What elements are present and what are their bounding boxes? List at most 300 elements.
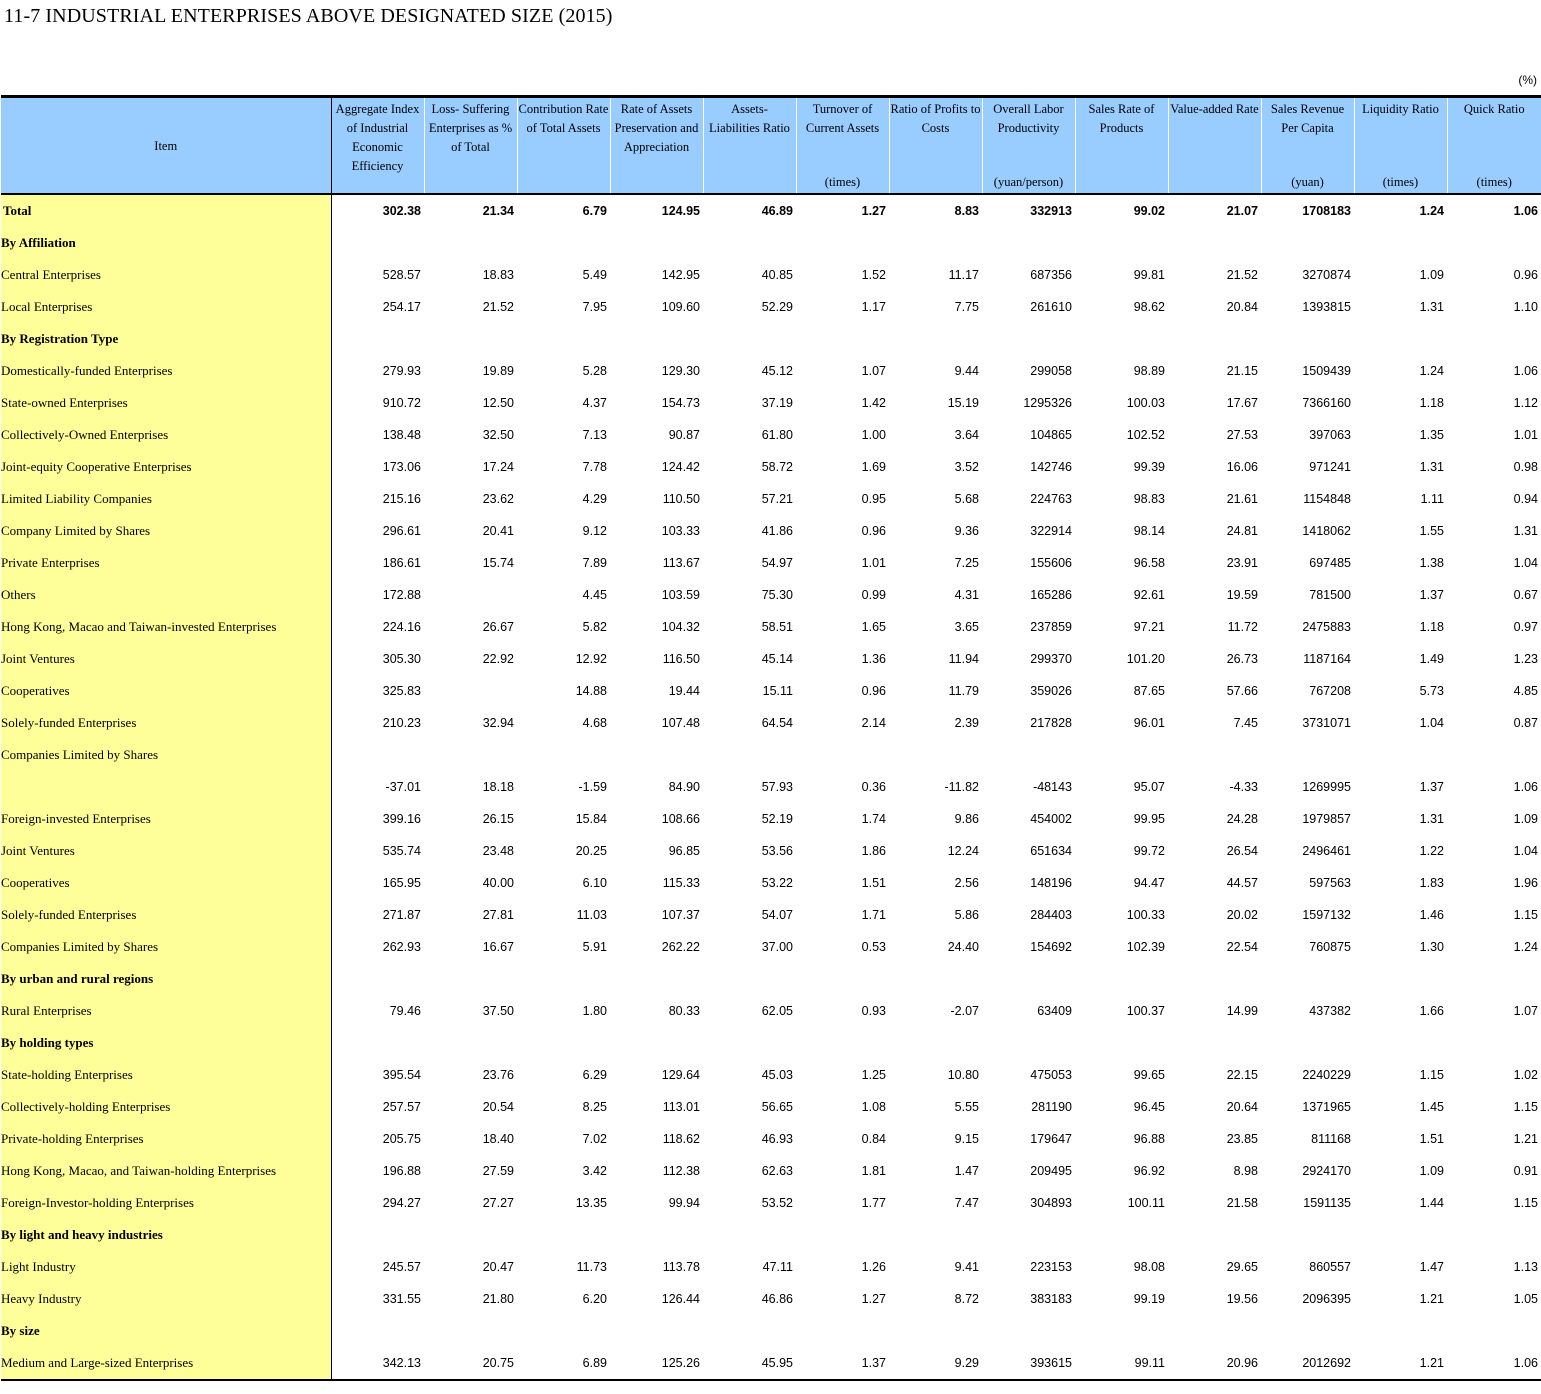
table-cell: 99.02 [1133, 204, 1165, 218]
table-cell: 331.55 [382, 1292, 421, 1306]
table-cell [424, 323, 517, 355]
table-cell: 9.86 [954, 812, 979, 826]
table-row [1, 1187, 1541, 1219]
table-cell [610, 323, 703, 355]
table-cell: 2496461 [1302, 844, 1351, 858]
row-label: Cooperatives [1, 867, 331, 899]
table-cell: 1.37 [796, 1347, 889, 1380]
table-cell: -11.82 [944, 780, 979, 794]
table-cell [1168, 1315, 1261, 1347]
category-row [1, 227, 1541, 259]
table-cell [796, 323, 889, 355]
table-cell: 224763 [1030, 492, 1072, 506]
table-cell: 26.15 [482, 812, 514, 826]
table-cell: 9.36 [954, 524, 979, 538]
table-cell: 99.72 [1133, 844, 1165, 858]
table-cell [1447, 323, 1541, 355]
column-header-label: Quick Ratio [1463, 102, 1525, 116]
table-cell [1168, 963, 1261, 995]
column-header [1261, 97, 1354, 195]
table-cell: 45.03 [761, 1068, 793, 1082]
table-cell: 98.08 [1133, 1260, 1165, 1274]
table-cell: 57.66 [1226, 684, 1258, 698]
table-cell: 6.79 [582, 204, 607, 218]
table-cell: 11.73 [576, 1260, 607, 1274]
table-cell: 6.29 [582, 1068, 607, 1082]
table-cell: 97.21 [1133, 620, 1165, 634]
table-cell: 1.09 [1419, 268, 1444, 282]
table-row [1, 1123, 1541, 1155]
table-cell: 7.02 [582, 1132, 607, 1146]
table-cell [517, 1219, 610, 1251]
table-cell: 107.37 [661, 908, 700, 922]
table-cell: 20.25 [575, 844, 607, 858]
table-cell: 0.99 [861, 588, 886, 602]
table-row [1, 579, 1541, 611]
table-cell: 27.53 [1226, 428, 1258, 442]
column-header [1168, 97, 1261, 195]
table-cell [1354, 963, 1447, 995]
table-cell: 1.65 [861, 620, 886, 634]
table-cell: 103.59 [661, 588, 700, 602]
table-cell [331, 963, 424, 995]
table-cell: 96.92 [1133, 1164, 1165, 1178]
category-row [1, 1315, 1541, 1347]
table-cell: 1.37 [1419, 588, 1444, 602]
table-cell: 22.15 [1226, 1068, 1258, 1082]
table-cell: 1.07 [1513, 1004, 1538, 1018]
table-cell: 17.67 [1226, 396, 1258, 410]
table-cell: 1.45 [1419, 1100, 1444, 1114]
table-cell: 109.60 [661, 300, 700, 314]
table-cell: 1.46 [1419, 908, 1444, 922]
table-cell: 5.28 [582, 364, 607, 378]
table-cell: 57.93 [761, 780, 793, 794]
table-cell: 0.96 [1513, 268, 1538, 282]
table-cell: 1.35 [1419, 428, 1444, 442]
table-cell: 23.76 [482, 1068, 514, 1082]
table-cell: 1.69 [861, 460, 886, 474]
table-cell: 2475883 [1302, 620, 1351, 634]
table-cell: 102.52 [1126, 428, 1165, 442]
table-row [1, 1091, 1541, 1123]
table-cell: 165286 [1030, 588, 1072, 602]
table-cell: 0.87 [1513, 716, 1538, 730]
table-cell: 1.44 [1419, 1196, 1444, 1210]
column-header [1354, 97, 1447, 195]
table-row [1, 419, 1541, 451]
table-cell: 64.54 [761, 716, 793, 730]
column-header [331, 97, 424, 195]
table-cell [1354, 739, 1447, 771]
table-cell: 254.17 [382, 300, 421, 314]
column-header [517, 97, 610, 195]
table-cell: 124.95 [661, 204, 700, 218]
table-cell: 20.54 [482, 1100, 514, 1114]
table-cell: 21.07 [1226, 204, 1258, 218]
table-cell: 1.26 [861, 1260, 886, 1274]
table-cell: 9.12 [582, 524, 607, 538]
column-header [1447, 97, 1541, 195]
table-cell: 1371965 [1302, 1100, 1351, 1114]
table-cell: 1.23 [1513, 652, 1538, 666]
table-cell: 262.22 [661, 940, 700, 954]
table-cell: 20.41 [482, 524, 514, 538]
table-cell: 1.31 [1419, 460, 1444, 474]
row-label: Local Enterprises [1, 291, 331, 323]
table-cell: 1.21 [1354, 1347, 1447, 1380]
row-label: Heavy Industry [1, 1283, 331, 1315]
table-cell [1354, 323, 1447, 355]
table-cell: 2012692 [1261, 1347, 1354, 1380]
column-header-unit: (yuan/person) [993, 175, 1064, 189]
table-cell: 3.42 [582, 1164, 607, 1178]
table-cell: 1.11 [1420, 492, 1444, 506]
total-row [1, 194, 1541, 227]
table-row [1, 803, 1541, 835]
table-cell: 224.16 [382, 620, 421, 634]
table-cell: 910.72 [382, 396, 421, 410]
table-cell: 96.58 [1133, 556, 1165, 570]
table-cell: 1.15 [1513, 908, 1538, 922]
table-cell [889, 1219, 982, 1251]
row-label: Companies Limited by Shares [1, 931, 331, 963]
table-cell: 46.93 [761, 1132, 793, 1146]
table-row [1, 899, 1541, 931]
table-cell: 6.20 [582, 1292, 607, 1306]
table-cell: 27.27 [482, 1196, 514, 1210]
table-cell [1447, 1219, 1541, 1251]
table-cell: 1.18 [1419, 620, 1444, 634]
table-cell: 98.89 [1133, 364, 1165, 378]
table-cell: 115.33 [662, 876, 700, 890]
table-cell [889, 227, 982, 259]
table-cell [1168, 323, 1261, 355]
table-cell: 1.31 [1513, 524, 1538, 538]
table-cell: 21.52 [1226, 268, 1258, 282]
table-cell: 1393815 [1302, 300, 1351, 314]
table-cell: 18.18 [482, 780, 514, 794]
table-cell: 1.24 [1419, 364, 1444, 378]
row-label: Hong Kong, Macao, and Taiwan-holding Enterprises [1, 1155, 331, 1187]
table-cell: 44.57 [1226, 876, 1258, 890]
table-cell: 107.48 [661, 716, 700, 730]
table-cell: 99.65 [1133, 1068, 1165, 1082]
column-header [703, 97, 796, 195]
table-cell: 100.11 [1127, 1196, 1165, 1210]
table-cell: 215.16 [382, 492, 421, 506]
column-header [796, 97, 889, 195]
table-row [1, 291, 1541, 323]
table-cell: 124.42 [661, 460, 700, 474]
table-cell: 110.50 [662, 492, 700, 506]
table-cell [1354, 227, 1447, 259]
table-cell [424, 1219, 517, 1251]
table-cell: 2.14 [861, 716, 886, 730]
table-cell: 7.25 [954, 556, 979, 570]
table-cell [517, 1315, 610, 1347]
table-cell: 1.06 [1513, 364, 1538, 378]
table-cell: 4.37 [582, 396, 607, 410]
table-cell: 16.06 [1226, 460, 1258, 474]
table-cell: 1269995 [1302, 780, 1351, 794]
table-cell: 20.64 [1226, 1100, 1258, 1114]
table-cell [703, 963, 796, 995]
table-cell: 3270874 [1302, 268, 1351, 282]
table-cell: 1.37 [1419, 780, 1444, 794]
category-row [1, 963, 1541, 995]
table-cell: 22.54 [1226, 940, 1258, 954]
table-cell: 20.84 [1226, 300, 1258, 314]
row-label: Companies Limited by Shares [1, 739, 331, 771]
table-cell: 154.73 [661, 396, 700, 410]
table-cell: 0.36 [861, 780, 886, 794]
table-cell: 26.54 [1226, 844, 1258, 858]
table-cell: 113.01 [662, 1100, 700, 1114]
column-header-label: Rate of Assets Preservation and Appreciation [614, 102, 699, 154]
table-cell [331, 1219, 424, 1251]
table-cell: 58.72 [761, 460, 793, 474]
table-cell: 262.93 [382, 940, 421, 954]
table-cell: 118.62 [662, 1132, 700, 1146]
table-cell: 126.44 [661, 1292, 700, 1306]
unit-label: (%) [1518, 73, 1537, 87]
table-cell: 0.95 [861, 492, 886, 506]
table-cell [703, 739, 796, 771]
column-header [610, 97, 703, 195]
row-label: Foreign-invested Enterprises [1, 803, 331, 835]
table-cell: 395.54 [382, 1068, 421, 1082]
table-cell: 80.33 [668, 1004, 700, 1018]
table-cell: 0.98 [1513, 460, 1538, 474]
table-cell: 1.17 [861, 300, 886, 314]
table-cell: 760875 [1309, 940, 1351, 954]
table-cell: 1.30 [1419, 940, 1444, 954]
table-cell [889, 739, 982, 771]
table-cell [424, 1315, 517, 1347]
table-cell: 1.04 [1419, 716, 1444, 730]
table-cell: 261610 [1030, 300, 1072, 314]
table-cell: 7.95 [582, 300, 607, 314]
table-cell: 1.10 [1513, 300, 1538, 314]
table-cell [982, 1027, 1075, 1059]
table-cell: 138.48 [382, 428, 421, 442]
table-cell: 15.19 [947, 396, 979, 410]
table-cell: 2096395 [1302, 1292, 1351, 1306]
table-cell: 1.08 [861, 1100, 886, 1114]
table-cell: 257.57 [382, 1100, 421, 1114]
table-row [1, 547, 1541, 579]
table-row [1, 739, 1541, 771]
table-cell [703, 1027, 796, 1059]
table-cell: 14.88 [575, 684, 607, 698]
table-cell: 186.61 [382, 556, 421, 570]
table-cell: 1.15 [1513, 1100, 1538, 1114]
table-cell [517, 963, 610, 995]
table-cell: 1.86 [861, 844, 886, 858]
table-cell: 6.89 [517, 1347, 610, 1380]
table-cell: -4.33 [1229, 780, 1258, 794]
table-header [1, 97, 1541, 195]
table-cell: 383183 [1030, 1292, 1072, 1306]
table-cell: 209495 [1030, 1164, 1072, 1178]
table-cell: 21.58 [1226, 1196, 1258, 1210]
table-cell: 116.50 [662, 652, 700, 666]
table-row [1, 771, 1541, 803]
table-cell: 63409 [1037, 1004, 1072, 1018]
table-cell [796, 1219, 889, 1251]
table-cell [1075, 1027, 1168, 1059]
table-cell: 129.30 [661, 364, 700, 378]
table-cell: 781500 [1309, 588, 1351, 602]
table-cell: 0.84 [861, 1132, 886, 1146]
table-cell: 23.85 [1226, 1132, 1258, 1146]
table-cell: 1.09 [1513, 812, 1538, 826]
column-header-unit: (times) [1382, 175, 1419, 189]
table-cell: 113.67 [662, 556, 700, 570]
table-cell: 142746 [1030, 460, 1072, 474]
table-cell: 1.01 [861, 556, 886, 570]
table-cell: 651634 [1030, 844, 1072, 858]
table-cell [703, 323, 796, 355]
row-label: Solely-funded Enterprises [1, 899, 331, 931]
column-header-label: Sales Rate of Products [1088, 102, 1155, 135]
table-cell: 5.49 [582, 268, 607, 282]
table-cell: 41.86 [761, 524, 793, 538]
table-row [1, 611, 1541, 643]
table-cell: 46.89 [761, 204, 793, 218]
table-cell [331, 227, 424, 259]
table-cell: 108.66 [661, 812, 700, 826]
table-cell [610, 1219, 703, 1251]
table-cell: 14.99 [1226, 1004, 1258, 1018]
table-cell: 102.39 [1126, 940, 1165, 954]
table-cell: 23.48 [482, 844, 514, 858]
table-cell: 8.25 [582, 1100, 607, 1114]
table-cell: 129.64 [661, 1068, 700, 1082]
table-cell: 1154848 [1303, 492, 1351, 506]
table-cell: 1.18 [1419, 396, 1444, 410]
table-cell: 1.01 [1513, 428, 1538, 442]
table-cell: 296.61 [382, 524, 421, 538]
table-cell: 54.07 [761, 908, 793, 922]
table-cell: 12.92 [575, 652, 607, 666]
table-cell: 0.67 [1513, 588, 1538, 602]
table-cell: 15.11 [762, 684, 793, 698]
column-header [982, 97, 1075, 195]
table-cell [1261, 1027, 1354, 1059]
table-cell [889, 1027, 982, 1059]
column-header [889, 97, 982, 195]
table-cell [982, 323, 1075, 355]
table-cell [982, 227, 1075, 259]
table-cell: 1.27 [861, 204, 886, 218]
table-cell: 5.73 [1419, 684, 1444, 698]
column-header-unit: (yuan) [1291, 175, 1324, 189]
row-label: Domestically-funded Enterprises [1, 355, 331, 387]
table-cell: 79.46 [389, 1004, 421, 1018]
table-cell: 26.67 [482, 620, 514, 634]
table-cell: 7.89 [582, 556, 607, 570]
table-cell: 1.13 [1513, 1260, 1538, 1274]
table-cell: 597563 [1309, 876, 1351, 890]
table-cell: 9.29 [889, 1347, 982, 1380]
table-cell: 104.32 [661, 620, 700, 634]
table-cell: 3.64 [954, 428, 979, 442]
table-cell: 4.85 [1513, 684, 1538, 698]
table-cell: 45.14 [761, 652, 793, 666]
table-row [1, 675, 1541, 707]
table-cell: 1979857 [1302, 812, 1351, 826]
table-cell: 284403 [1030, 908, 1072, 922]
table-cell: 15.84 [575, 812, 607, 826]
table-cell: 125.26 [610, 1347, 703, 1380]
column-header-label: Assets- Liabilities Ratio [709, 102, 790, 135]
table-cell: 6.10 [582, 876, 607, 890]
table-cell: 342.13 [331, 1347, 424, 1380]
row-label: Private Enterprises [1, 547, 331, 579]
table-cell [796, 1027, 889, 1059]
table-cell: 52.29 [761, 300, 793, 314]
table-cell [1075, 1219, 1168, 1251]
table-cell [517, 1027, 610, 1059]
table-cell: 1.31 [1419, 812, 1444, 826]
table-cell: 61.80 [761, 428, 793, 442]
table-cell [796, 739, 889, 771]
table-cell: 223153 [1030, 1260, 1072, 1274]
table-cell: 4.45 [582, 588, 607, 602]
table-cell: 1.83 [1419, 876, 1444, 890]
table-row [1, 355, 1541, 387]
table-cell: 99.11 [1075, 1347, 1168, 1380]
table-cell: 179647 [1030, 1132, 1072, 1146]
row-label: Joint Ventures [1, 643, 331, 675]
table-cell: 10.80 [947, 1068, 979, 1082]
table-cell: 3.65 [954, 620, 979, 634]
table-cell [610, 227, 703, 259]
table-row [1, 995, 1541, 1027]
table-cell [1354, 1219, 1447, 1251]
table-cell: 475053 [1030, 1068, 1072, 1082]
table-cell: -1.59 [578, 780, 607, 794]
column-header-unit: (times) [824, 175, 861, 189]
row-label: Limited Liability Companies [1, 483, 331, 515]
row-label: By urban and rural regions [1, 963, 331, 995]
table-cell: 17.24 [482, 460, 514, 474]
table-cell: 1.96 [1513, 876, 1538, 890]
table-cell: 99.94 [668, 1196, 700, 1210]
table-cell [1354, 1027, 1447, 1059]
table-cell: 62.05 [761, 1004, 793, 1018]
table-cell: 99.95 [1133, 812, 1165, 826]
table-cell [1447, 227, 1541, 259]
table-cell: 32.94 [482, 716, 514, 730]
table-cell: 92.61 [1133, 588, 1165, 602]
table-cell: 271.87 [382, 908, 421, 922]
table-cell: 47.11 [762, 1260, 793, 1274]
table-cell: 5.68 [954, 492, 979, 506]
table-cell [1075, 1315, 1168, 1347]
table-cell: 1.04 [1513, 556, 1538, 570]
table-cell: 1295326 [1023, 396, 1072, 410]
table-cell: 21.52 [482, 300, 514, 314]
table-cell: 1187164 [1303, 652, 1351, 666]
table-cell: 1.25 [861, 1068, 886, 1082]
table-cell [424, 227, 517, 259]
table-cell: -48143 [1033, 780, 1072, 794]
table-cell: 1509439 [1302, 364, 1351, 378]
table-cell: 21.34 [482, 204, 514, 218]
